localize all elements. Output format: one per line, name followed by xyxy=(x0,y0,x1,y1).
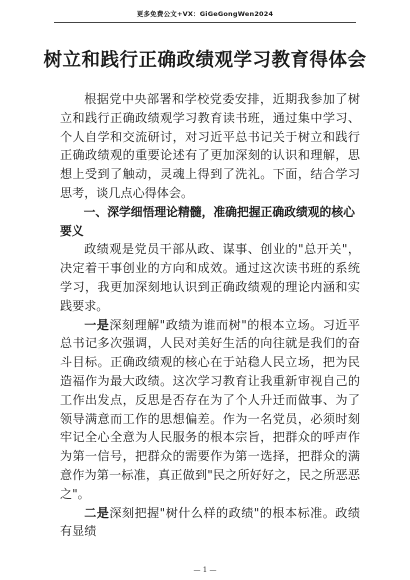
body-paragraph-1: 政绩观是党员干部从政、谋事、创业的"总开关"，决定着干事创业的方向和成效。通过这次读书班的系统学习，我更加深刻地认识到正确政绩观的理论内涵和实践要求。 xyxy=(60,242,360,313)
page-number: — 1 — xyxy=(193,566,217,574)
body-paragraph-3 xyxy=(60,504,360,542)
page-header: 更多免费公文+VX：GiGeGongWen2024 xyxy=(136,10,274,18)
paragraph-text: 深刻把握"树什么样的政绩"的根本标准。政绩有显绩 xyxy=(60,505,360,539)
intro-paragraph: 根据党中央部署和学校党委安排，近期我参加了树立和践行正确政绩观学习教育读书班，通过集中学习、个人自学和交流研讨，对习近平总书记关于树立和践行正确政绩观的重要论述有了更加深刻的认识和理解，思想上受到了触动，灵魂上得到了洗礼。下面，结合学习思考，谈几点心得体会。 xyxy=(60,92,360,200)
paragraph-lead: 一是 xyxy=(84,317,110,332)
paragraph-lead: 二是 xyxy=(84,505,110,520)
paragraph-text: 深刻理解"政绩为谁而树"的根本立场。习近平总书记多次强调，人民对美好生活的向往就是我们的奋斗目标。正确政绩观的核心在于站稳人民立场，把为民造福作为最大政绩。这次学习教育让我重新审视自己的工作出发点，反思是否存在为了个人升迁而做事、为了领导满意而工作的思想偏差。作为一名党员，必须时刻牢记全心全意为人民服务的根本宗旨，把群众的呼声作为第一信号，把群众的需要作为第一选择，把群众的满意作为第一标准，真正做到"民之所好好之，民之所恶恶之"。 xyxy=(60,317,360,501)
section-heading-1: 一、深学细悟理论精髓，准确把握正确政绩观的核心要义 xyxy=(60,204,355,238)
header-divider xyxy=(54,22,356,23)
body-paragraph-2 xyxy=(60,316,360,504)
document-title: 树立和践行正确政绩观学习教育得体会 xyxy=(43,50,367,71)
document-body xyxy=(60,90,360,541)
